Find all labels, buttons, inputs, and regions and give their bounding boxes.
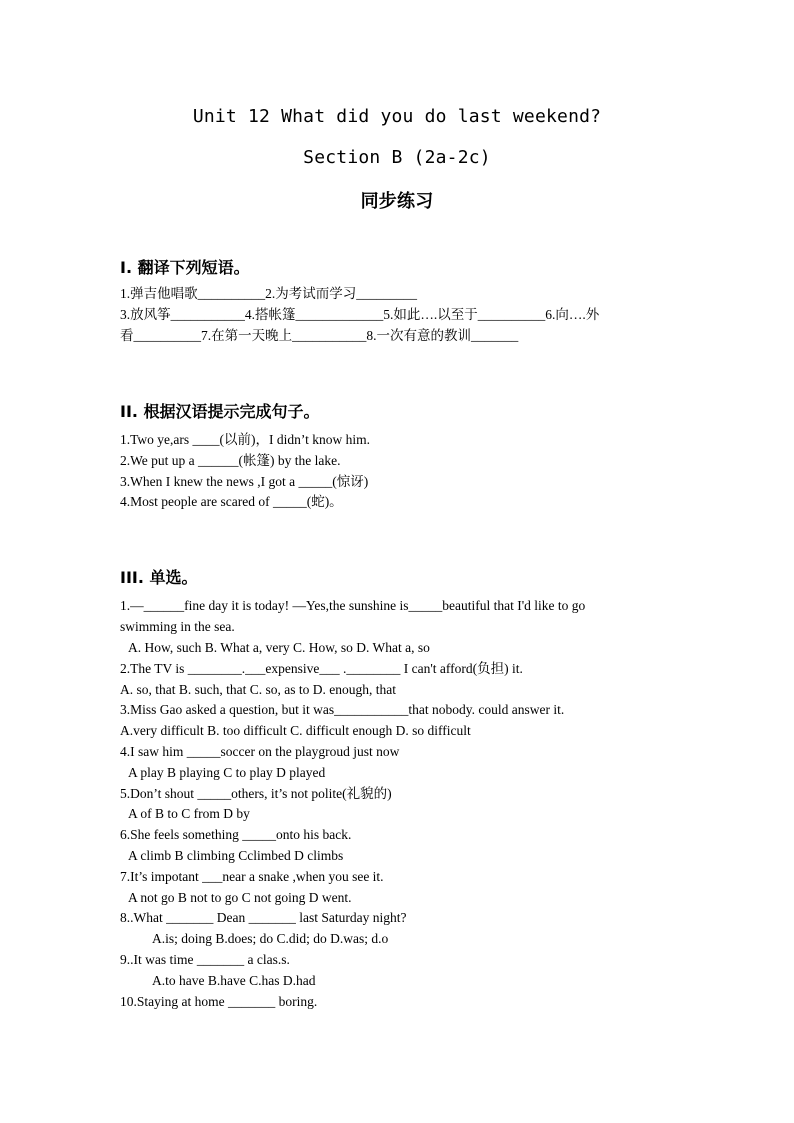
section-title: Section B (2a-2c) (303, 147, 491, 168)
question-10: 10.Staying at home _______ boring. (120, 994, 318, 1009)
question-5-options: A of B to C from D by (128, 806, 250, 821)
unit-title: Unit 12 What did you do last weekend? (192, 106, 602, 127)
question-9: 9..It was time _______ a clas.s. (120, 952, 290, 967)
section-3-heading: III. 单选。 (120, 568, 198, 587)
question-6: 6.She feels something _____onto his back. (120, 827, 352, 842)
section-1-line: 1.弹吉他唱歌__________2.为考试而学习_________ (120, 286, 417, 301)
question-4: 4.I saw him _____soccer on the playgroud just now (120, 744, 400, 759)
section-2-line: 2.We put up a ______(帐篷) by the lake. (120, 453, 341, 468)
question-1: 1.—______fine day it is today! —Yes,the sunshine is_____beautiful that I'd like to go (120, 598, 586, 613)
question-1-continued: swimming in the sea. (120, 619, 235, 634)
question-4-options: A play B playing C to play D played (128, 765, 326, 780)
practice-title: 同步练习 (360, 191, 434, 212)
question-7-options: A not go B not to go C not going D went. (128, 890, 352, 905)
question-6-options: A climb B climbing Cclimbed D climbs (128, 848, 344, 863)
section-1-heading: I. 翻译下列短语。 (120, 258, 250, 277)
section-2-heading: II. 根据汉语提示完成句子。 (120, 402, 320, 421)
section-2-line: 3.When I knew the news ,I got a _____(惊讶) (120, 474, 369, 489)
question-1-options: A. How, such B. What a, very C. How, so D. What a, so (128, 640, 430, 655)
question-3-options: A.very difficult B. too difficult C. difficult enough D. so difficult (120, 723, 471, 738)
question-8-options: A.is; doing B.does; do C.did; do D.was; d.o (152, 931, 389, 946)
question-2: 2.The TV is ________.___expensive___ .________ I can't afford(负担) it. (120, 661, 523, 676)
question-2-options: A. so, that B. such, that C. so, as to D. enough, that (120, 682, 396, 697)
question-8: 8..What _______ Dean _______ last Saturday night? (120, 910, 407, 925)
question-9-options: A.to have B.have C.has D.had (152, 973, 316, 988)
section-1-line: 3.放风筝___________4.搭帐篷_____________5.如此….以至于__________6.向….外 (120, 307, 600, 322)
section-2-line: 1.Two ye,ars ____(以前)，I didn’t know him. (120, 432, 371, 447)
section-2-line: 4.Most people are scared of _____(蛇)。 (120, 494, 343, 509)
section-1-line: 看__________7.在第一天晚上___________8.一次有意的教训_______ (120, 328, 519, 343)
question-5: 5.Don’t shout _____others, it’s not polite(礼貌的) (120, 786, 392, 801)
question-7: 7.It’s impotant ___near a snake ,when you see it. (120, 869, 384, 884)
question-3: 3.Miss Gao asked a question, but it was___________that nobody. could answer it. (120, 702, 565, 717)
